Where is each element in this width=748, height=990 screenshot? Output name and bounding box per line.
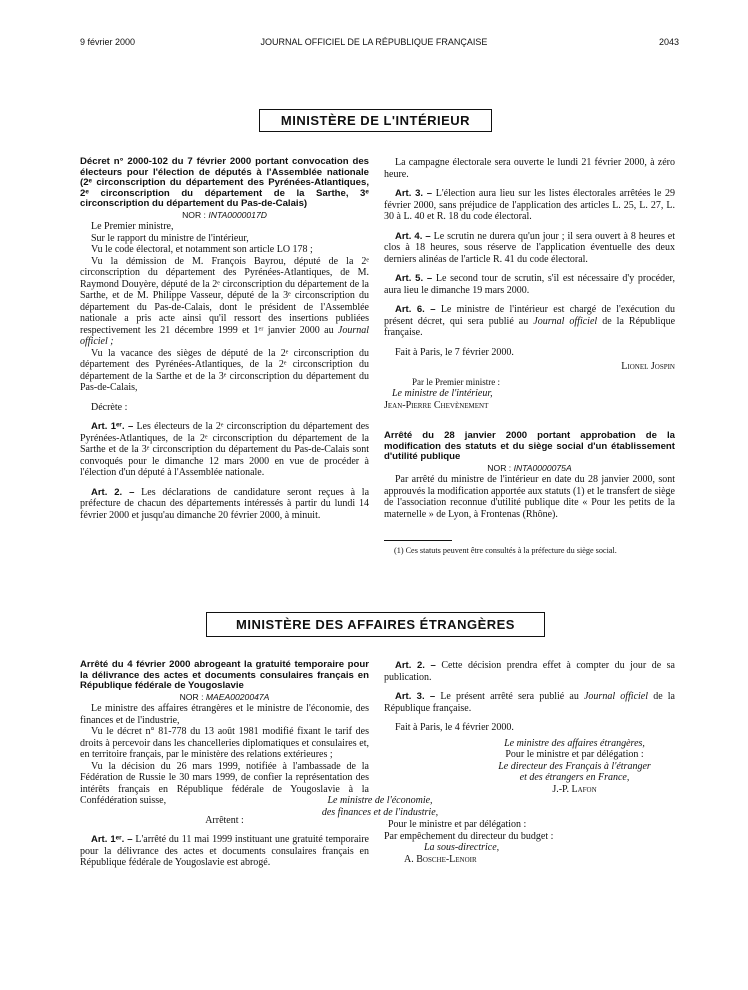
decree-p1: Le Premier ministre, — [91, 221, 174, 233]
arrete2-column-right — [384, 660, 675, 795]
arrete2-art1: Art. 1ᵉʳ. – L'arrêté du 11 mai 1999 instituant une gratuité temporaire pour la délivrance des actes et documents consulaires français en République fédérale de Yougoslavie est abrogé. — [80, 834, 369, 869]
decree-art5: Art. 5. – Le second tour de scrutin, s'il est nécessaire d'y procéder, aura lieu le dimanche 19 mars 2000. — [384, 273, 675, 296]
arrete2-p3: Vu la décision du 26 mars 1999, notifiée à l'ambassade de la Fédération de Russie le 30 mars 1999, de confier la représentation des intérêts français en République fédérale de Yougoslavie à la Confédération suisse, — [80, 760, 369, 807]
arrete2-signature-block-2b — [384, 819, 584, 865]
decree-decrete: Décrète : — [91, 401, 128, 413]
arrete2-sig1-line2: Pour le ministre et par délégation : — [505, 749, 644, 760]
arrete1-nor: NOR : INTA0000075A — [487, 462, 572, 473]
decree-p4: Vu la démission de M. François Bayrou, député de la 2ᵉ circonscription du département des Pyrénées-Atlantiques, de M. Raymond Douyère, député de la 2ᵉ circonscription du département de la Sarthe, et de M. Philippe Vasseur, député de la 3ᵉ circonscription du département du Pas-de-Calais, dont le président de l'Assemblée nationale a pris acte ainsi qu'il ressort des insertions publiées respectivement les 21 décembre 1999 et 1ᵉʳ janvier 2000 au Journal officiel ; — [80, 255, 370, 348]
decree-campaign: La campagne électorale sera ouverte le lundi 21 février 2000, à zéro heure. — [384, 157, 675, 180]
decree-signatory: Lionel Jospin — [621, 361, 675, 372]
arrete2-sig2-line3: Pour le ministre et par délégation : — [388, 819, 527, 830]
decree-art2: Art. 2. – Les déclarations de candidature seront reçues à la préfecture de chacun des départements intéressés à partir du lundi 14 février 2000 et jusqu'au dimanche 20 février 2000, à minuit. — [80, 486, 370, 521]
decree-minister-title: Le ministre de l'intérieur, — [392, 388, 493, 399]
decree-art3: Art. 3. – L'élection aura lieu sur les listes électorales arrêtées le 29 février 2000, sans préjudice de l'application des articles L. 25, L. 27, L. 30 à L. 40 et R. 18 du code électoral. — [384, 188, 675, 222]
decree-by-pm: Par le Premier ministre : — [412, 376, 500, 387]
arrete2-sig1-line3: Le directeur des Français à l'étranger — [498, 760, 651, 772]
decree-column-right — [384, 157, 675, 520]
arrete2-p1: Le ministre des affaires étrangères et le ministre de l'économie, des finances et de l'industrie, — [80, 703, 369, 726]
header-date: 9 février 2000 — [80, 37, 136, 47]
decree-art4: Art. 4. – Le scrutin ne durera qu'un jour ; il sera ouvert à 8 heures et clos à 18 heures, sous réserve de l'application éventuelle des deux derniers alinéas de l'article R. 41 du code électoral. — [384, 230, 675, 265]
arrete1-body: Par arrêté du ministre de l'intérieur en date du 28 janvier 2000, sont approuvés la modification apportée aux statuts (1) et le transfert de siège de l'association reconnue d'utilité publique dite « Pour les petits de la maternelle » de Lyon, à Frontenas (Rhône). — [384, 474, 675, 520]
header-journal-title: JOURNAL OFFICIEL DE LA RÉPUBLIQUE FRANÇAISE — [260, 37, 488, 47]
arrete2-sig2-name: A. Bosche-Lenoir — [404, 853, 477, 865]
arrete2-nor: NOR : MAEA0020047A — [179, 691, 270, 702]
decree-done: Fait à Paris, le 7 février 2000. — [395, 346, 514, 358]
arrete2-art3: Art. 3. – Le présent arrêté sera publié au Journal officiel de la République française. — [384, 691, 675, 714]
arrete2-title: Arrêté du 4 février 2000 abrogeant la gratuité temporaire pour la délivrance des actes et documents consulaires français en République fédérale de Yougoslavie — [80, 659, 369, 692]
ministry-affaires-etrangeres-heading — [206, 612, 545, 637]
decree-art1: Art. 1ᵉʳ. – Les électeurs de la 2ᵉ circonscription du département des Pyrénées-Atlantiques, de la 2ᵉ circonscription du département de la Sarthe et de la 3ᵉ circonscription du département du Pas-de-Calais sont convoqués pour le dimanche 12 mars 2000 en vue de procéder à l'élection d'un député à l'Assemblée nationale. — [80, 421, 370, 479]
arrete2-column-left — [80, 660, 369, 869]
footnote-rule — [384, 540, 452, 541]
arrete1-title: Arrêté du 28 janvier 2000 portant approbation de la modification des statuts et du siège social d'un établissement d'utilité publique — [384, 430, 675, 463]
decree-p3: Vu le code électoral, et notamment son article LO 178 ; — [91, 244, 313, 256]
header-page-number: 2043 — [658, 37, 679, 47]
decree-p2: Sur le rapport du ministre de l'intérieur, — [91, 232, 249, 244]
decree-title: Décret n° 2000-102 du 7 février 2000 portant convocation des électeurs pour l'élection de députés à l'Assemblée nationale (2ᵉ circonscription du département des Pyrénées-Atlantiques, 2ᵉ circonscription du département de la Sarthe, 3ᵉ circonscription du département du Pas-de-Calais) — [80, 156, 369, 210]
arrete2-sig1-line4: et des étrangers en France, — [519, 772, 630, 783]
decree-art6: Art. 6. – Le ministre de l'intérieur est chargé de l'exécution du présent décret, qui sera publié au Journal officiel de la République française. — [384, 304, 676, 338]
arrete2-p2: Vu le décret n° 81-778 du 13 août 1981 modifié fixant le tarif des droits à percevoir dans les chancelleries diplomatiques et consulaires et, en territoire français, par le ministère des relations extérieures ; — [80, 726, 369, 761]
arrete2-sig2-line4: Par empêchement du directeur du budget : — [384, 830, 554, 842]
decree-column-left — [80, 157, 369, 521]
arrete2-sig2-line2: des finances et de l'industrie, — [321, 806, 439, 818]
arrete2-sig2-line1: Le ministre de l'économie, — [327, 795, 433, 806]
arrete2-art2: Art. 2. – Cette décision prendra effet à compter du jour de sa publication. — [384, 660, 675, 683]
arrete2-signature-block-1 — [384, 738, 675, 796]
arrete1-footnote: (1) Ces statuts peuvent être consultés à la préfecture du siège social. — [394, 546, 617, 555]
ministry-affaires-etrangeres-label: MINISTÈRE DES AFFAIRES ÉTRANGÈRES — [236, 617, 515, 632]
ministry-interieur-heading — [259, 109, 492, 132]
ministry-interieur-label: MINISTÈRE DE L'INTÉRIEUR — [280, 113, 471, 128]
decree-p5: Vu la vacance des sièges de député de la 2ᵉ circonscription du département des Pyrénées-Atlantiques, de la 2ᵉ circonscription du département de la Sarthe et de la 3ᵉ circonscription du département du Pas-de-Calais, — [80, 347, 369, 394]
arrete2-signature-block-2 — [300, 795, 460, 818]
decree-nor: NOR : INTA0000017D — [182, 209, 267, 220]
arrete2-sig1-line1: Le ministre des affaires étrangères, — [504, 737, 645, 749]
arrete2-arretent: Arrêtent : — [205, 814, 244, 826]
decree-minister-name: Jean-Pierre Chevènement — [384, 399, 489, 411]
arrete2-sig1-name: J.-P. Lafon — [552, 783, 597, 795]
arrete2-done: Fait à Paris, le 4 février 2000. — [395, 722, 514, 733]
arrete2-sig2-line5: La sous-directrice, — [424, 842, 500, 853]
